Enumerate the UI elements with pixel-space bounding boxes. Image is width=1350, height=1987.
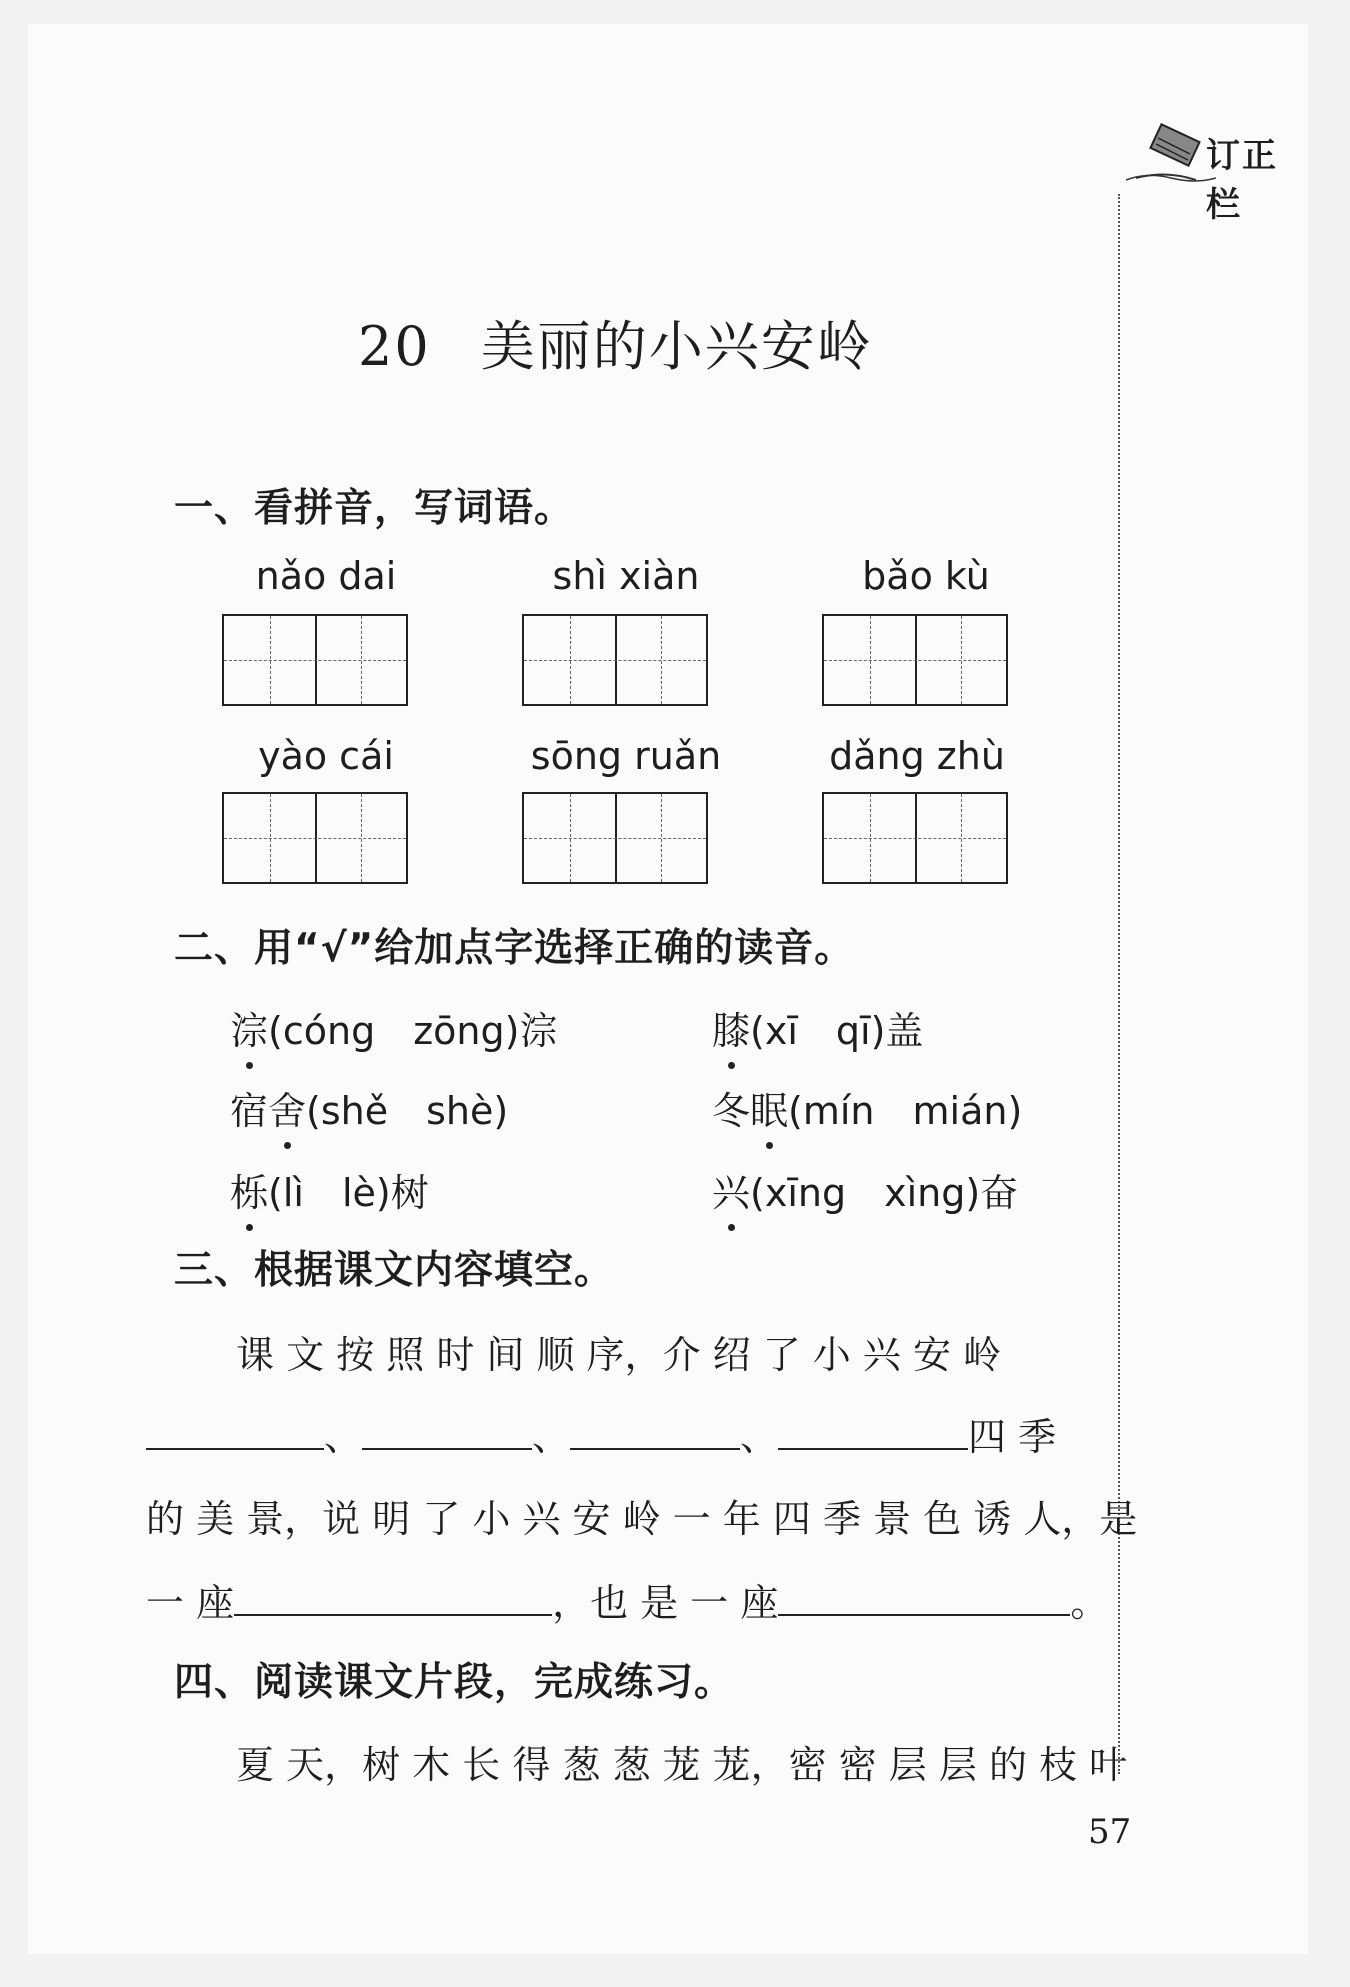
section-1-heading: 一、看拼音，写词语。: [174, 486, 575, 531]
writing-grid-2[interactable]: [522, 614, 708, 706]
dotted-char: 眠: [750, 1080, 788, 1135]
fill-text-line-3: 的 美 景，说 明 了 小 兴 安 岭 一 年 四 季 景 色 诱 人，是: [146, 1497, 1138, 1541]
fill-text-line-4: 一 座 ，也 是 一 座 。: [146, 1581, 1109, 1625]
correction-column-label: 订正栏: [1206, 136, 1278, 225]
dotted-char: 膝: [712, 1000, 750, 1055]
answer-blank-1[interactable]: [146, 1418, 324, 1450]
writing-grid-4[interactable]: [222, 792, 408, 884]
pinyin-6: dǎng zhù: [829, 734, 1005, 778]
dotted-char: 栎: [230, 1162, 268, 1217]
pinyin-1: nǎo dai: [255, 554, 397, 598]
page-number: 57: [1088, 1812, 1132, 1852]
pinyin-5: sōng ruǎn: [530, 734, 722, 778]
pencil-eraser-icon: [1126, 120, 1216, 190]
writing-grid-3[interactable]: [822, 614, 1008, 706]
choice-item-4: 冬眠(mín mián): [712, 1080, 1022, 1135]
choice-item-6: 兴(xīng xìng)奋: [712, 1162, 1018, 1217]
fill-text-line-1: 课 文 按 照 时 间 顺 序，介 绍 了 小 兴 安 岭: [236, 1333, 1002, 1377]
choice-item-1: 淙(cóng zōng)淙: [230, 1000, 557, 1055]
choice-options[interactable]: (mín mián): [788, 1089, 1023, 1133]
choice-options[interactable]: (cóng zōng): [268, 1009, 520, 1053]
workbook-page: [28, 24, 1308, 1954]
pinyin-2: shì xiàn: [552, 554, 700, 598]
choice-options[interactable]: (shě shè): [306, 1089, 509, 1133]
section-2-heading: 二、用“√”给加点字选择正确的读音。: [174, 926, 855, 971]
choice-item-2: 膝(xī qī)盖: [712, 1000, 923, 1055]
lesson-title: [358, 304, 873, 381]
choice-item-5: 栎(lì lè)树: [230, 1162, 429, 1217]
dotted-char: 舍: [268, 1080, 306, 1135]
dotted-char: 兴: [712, 1162, 750, 1217]
writing-grid-1[interactable]: [222, 614, 408, 706]
answer-blank-6[interactable]: [778, 1584, 1070, 1616]
lesson-name: 美丽的小兴安岭: [480, 315, 873, 378]
choice-options[interactable]: (lì lè): [268, 1171, 391, 1215]
answer-blank-3[interactable]: [570, 1418, 740, 1450]
answer-blank-4[interactable]: [778, 1418, 968, 1450]
choice-item-3: 宿舍(shě shè): [230, 1080, 508, 1135]
answer-blank-2[interactable]: [362, 1418, 532, 1450]
lesson-number: 20: [358, 315, 431, 378]
writing-grid-5[interactable]: [522, 792, 708, 884]
answer-blank-5[interactable]: [234, 1584, 552, 1616]
reading-passage-line-1: 夏 天，树 木 长 得 葱 葱 茏 茏，密 密 层 层 的 枝 叶: [236, 1743, 1128, 1787]
pinyin-3: bǎo kù: [862, 554, 990, 598]
pinyin-4: yào cái: [258, 734, 394, 778]
section-3-heading: 三、根据课文内容填空。: [174, 1248, 615, 1293]
choice-options[interactable]: (xīng xìng): [750, 1171, 981, 1215]
fill-text-line-2: 、 、 、 四 季: [146, 1406, 1056, 1461]
writing-grid-6[interactable]: [822, 792, 1008, 884]
choice-options[interactable]: (xī qī): [750, 1009, 886, 1053]
dotted-char: 淙: [230, 1000, 268, 1055]
section-4-heading: 四、阅读课文片段，完成练习。: [174, 1660, 735, 1705]
